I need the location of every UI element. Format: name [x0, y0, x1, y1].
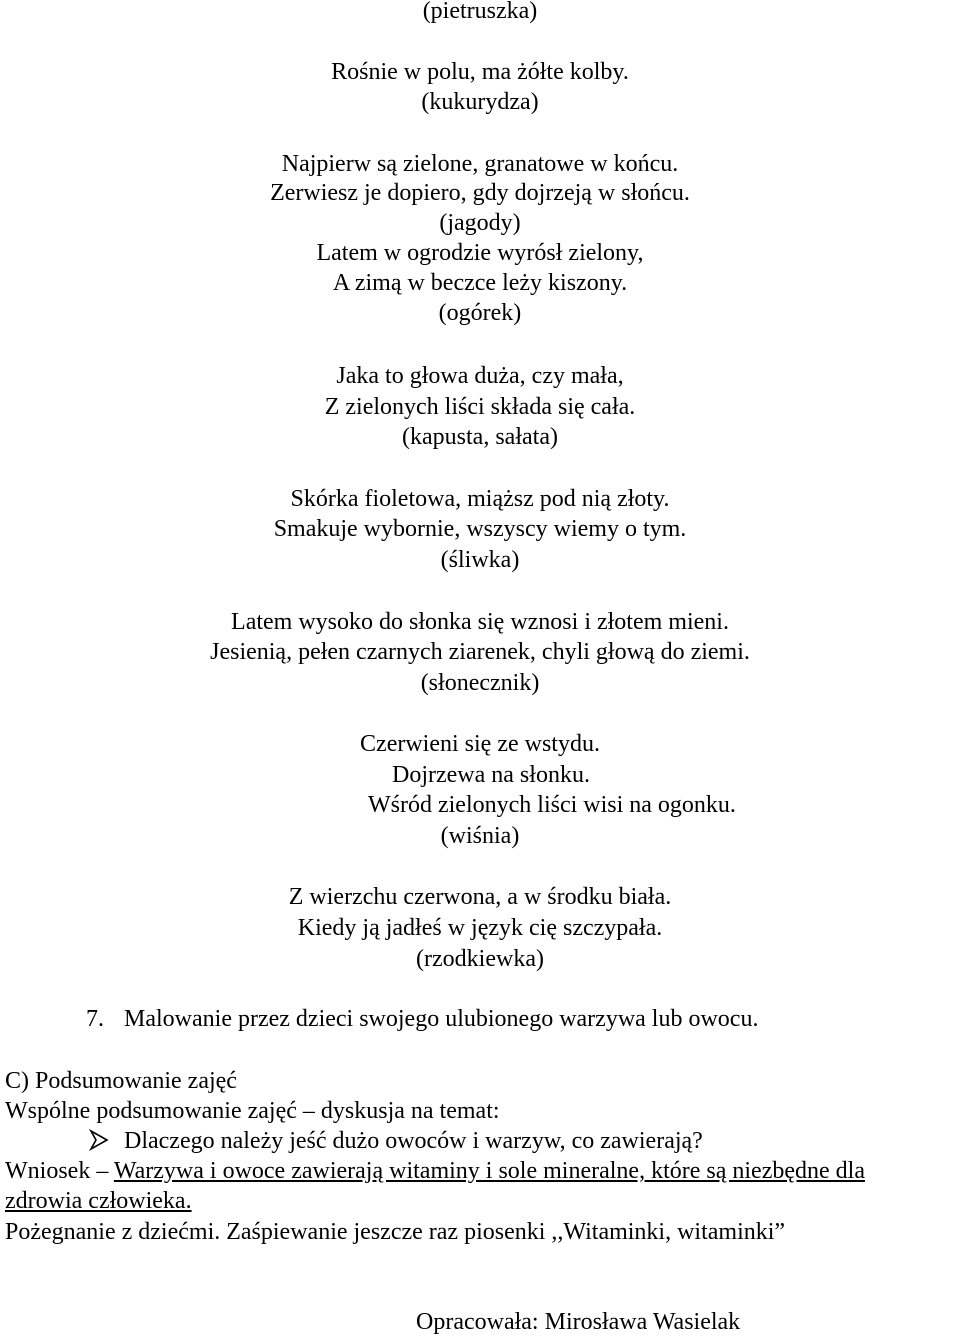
riddle-line: Czerwieni się ze wstydu. [360, 731, 600, 757]
riddle-line: Z zielonych liści składa się cała. [324, 394, 636, 420]
riddle-line: Jesienią, pełen czarnych ziarenek, chyli głową do ziemi. [210, 639, 750, 665]
riddle-line: Latem wysoko do słonka się wznosi i złotem mieni. [231, 609, 729, 635]
riddle-line: Najpierw są zielone, granatowe w końcu. [281, 151, 679, 177]
riddle-line: Jaka to głowa duża, czy mała, [336, 363, 624, 389]
riddle-line: Z wierzchu czerwona, a w środku biała. [288, 884, 672, 910]
riddle-answer: (wiśnia) [440, 823, 520, 849]
riddle-line: Rośnie w polu, ma żółte kolby. [331, 59, 629, 85]
item-7-number: 7. [86, 1006, 104, 1032]
riddle-answer: (pietruszka) [422, 0, 538, 24]
riddle-answer: (kukurydza) [421, 89, 539, 115]
riddle-answer: (słonecznik) [420, 670, 540, 696]
riddle-line: Wśród zielonych liści wisi na ogonku. [368, 792, 736, 818]
farewell: Pożegnanie z dziećmi. Zaśpiewanie jeszcze raz piosenki ,,Witaminki, witaminki” [5, 1219, 786, 1245]
riddle-line: Zerwiesz je dopiero, gdy dojrzeją w słońcu. [270, 180, 690, 206]
riddle-line: A zimą w beczce leży kiszony. [332, 270, 628, 296]
author-credit: Opracowała: Mirosława Wasielak [416, 1309, 741, 1335]
riddle-answer: (śliwka) [440, 547, 520, 573]
conclusion-text: Warzywa i owoce zawierają witaminy i sole mineralne, które są niezbędne dla [113, 1158, 865, 1184]
riddle-line: Smakuje wybornie, wszyscy wiemy o tym. [273, 516, 687, 542]
riddle-line: Skórka fioletowa, miąższ pod nią złoty. [290, 486, 670, 512]
riddle-answer: (ogórek) [438, 300, 522, 326]
riddle-line: Kiedy ją jadłeś w język cię szczypała. [297, 915, 663, 941]
conclusion-text-continued: zdrowia człowieka. [5, 1188, 192, 1214]
conclusion-dash: – [90, 1158, 114, 1184]
section-c-heading: C) Podsumowanie zajęć [5, 1068, 237, 1094]
conclusion [5, 1157, 865, 1186]
riddle-answer: (kapusta, sałata) [402, 424, 558, 450]
discussion-intro: Wspólne podsumowanie zajęć – dyskusja na temat: [5, 1098, 500, 1124]
riddle-answer: (jagody) [439, 210, 521, 236]
bullet-arrow-icon [88, 1127, 110, 1156]
item-7-text: Malowanie przez dzieci swojego ulubionego warzywa lub owocu. [124, 1006, 759, 1032]
riddle-answer: (rzodkiewka) [416, 946, 544, 972]
riddle-line: Dojrzewa na słonku. [392, 762, 590, 788]
conclusion-label: Wniosek [5, 1158, 91, 1184]
discussion-bullet: Dlaczego należy jeść dużo owoców i warzyw, co zawierają? [124, 1128, 703, 1154]
riddle-line: Latem w ogrodzie wyrósł zielony, [316, 240, 644, 266]
